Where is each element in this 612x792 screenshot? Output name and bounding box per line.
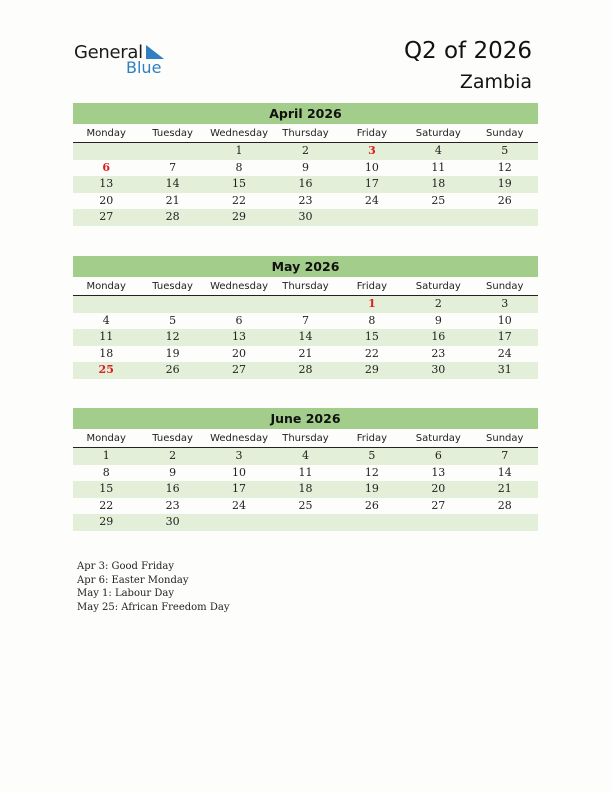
day-cell: 7: [301, 313, 309, 327]
month-title: May 2026: [73, 256, 538, 277]
day-cell: 3: [235, 449, 243, 462]
day-cell: 15: [232, 177, 247, 191]
day-cell: 4: [102, 313, 110, 327]
day-cell: [73, 143, 139, 160]
day-cell: 10: [497, 313, 512, 327]
day-cell: [339, 514, 405, 531]
day-cell: 18: [431, 177, 446, 191]
day-cell: 1: [235, 144, 243, 157]
day-cell: 12: [497, 160, 512, 174]
day-cell: 27: [99, 210, 114, 224]
holiday-day-cell: 6: [102, 160, 111, 174]
day-cell: 27: [232, 363, 247, 377]
day-cell: 24: [497, 346, 512, 360]
day-cell: 22: [364, 346, 379, 360]
day-cell: 4: [301, 449, 309, 462]
day-cell: 13: [99, 177, 114, 191]
day-cell: 23: [431, 346, 446, 360]
day-cell: 24: [364, 193, 379, 207]
day-cell: 30: [298, 210, 313, 224]
day-cell: 11: [99, 330, 114, 344]
day-cell: 1: [102, 449, 110, 462]
day-cell: 22: [99, 498, 114, 512]
weekday-label: Wednesday: [210, 281, 268, 292]
week-row: [73, 296, 538, 313]
week-row: [73, 448, 538, 465]
day-cell: 20: [232, 346, 247, 360]
day-cell: [472, 514, 538, 531]
day-cell: 16: [165, 482, 180, 496]
day-cell: 21: [298, 346, 313, 360]
holiday-note: May 1: Labour Day: [77, 588, 174, 599]
day-cell: 28: [165, 210, 180, 224]
day-cell: 8: [368, 313, 376, 327]
day-cell: 15: [364, 330, 379, 344]
week-row: [73, 465, 538, 482]
day-cell: 22: [232, 193, 247, 207]
day-cell: 17: [497, 330, 512, 344]
weekday-label: Tuesday: [152, 128, 193, 139]
holiday-note: May 25: African Freedom Day: [77, 601, 230, 613]
weekday-header: [73, 277, 538, 296]
day-cell: [73, 296, 139, 313]
day-cell: 30: [431, 363, 446, 377]
day-cell: 9: [301, 160, 309, 174]
week-row: [73, 193, 538, 210]
day-cell: [139, 296, 205, 313]
day-cell: 14: [165, 177, 180, 191]
day-cell: [405, 209, 471, 226]
day-cell: 15: [99, 482, 114, 496]
day-cell: 26: [165, 363, 180, 377]
day-cell: 14: [497, 465, 512, 479]
day-cell: 16: [298, 177, 313, 191]
day-cell: 31: [497, 363, 512, 377]
day-cell: 17: [364, 177, 379, 191]
day-cell: 3: [501, 297, 509, 310]
weekday-header: [73, 429, 538, 448]
day-cell: 19: [364, 482, 379, 496]
day-cell: 18: [99, 346, 114, 360]
holiday-notes: [77, 560, 229, 614]
week-row: [73, 514, 538, 531]
day-cell: 29: [99, 515, 114, 529]
holiday-day-cell: 1: [368, 297, 376, 310]
week-row: [73, 160, 538, 177]
day-cell: 5: [368, 449, 376, 462]
day-cell: 13: [431, 465, 446, 479]
week-row: [73, 362, 538, 379]
week-row: [73, 498, 538, 515]
day-cell: 2: [301, 144, 309, 157]
day-cell: 26: [364, 498, 379, 512]
month-title: April 2026: [73, 103, 538, 124]
day-cell: 8: [102, 465, 110, 479]
day-cell: [339, 209, 405, 226]
weekday-label: Tuesday: [152, 433, 193, 444]
day-cell: 16: [431, 330, 446, 344]
weekday-label: Sunday: [486, 128, 524, 139]
day-cell: [206, 296, 272, 313]
day-cell: 21: [497, 482, 512, 496]
holiday-note: Apr 3: Good Friday: [77, 561, 175, 572]
day-cell: 20: [431, 482, 446, 496]
day-cell: 6: [235, 313, 243, 327]
week-row: [73, 346, 538, 363]
weekday-label: Thursday: [282, 281, 329, 292]
holiday-day-cell: 3: [368, 144, 376, 157]
weekday-label: Wednesday: [210, 433, 268, 444]
weekday-label: Monday: [86, 281, 126, 292]
weekday-label: Saturday: [415, 433, 461, 444]
day-cell: [272, 514, 338, 531]
day-cell: 12: [364, 465, 379, 479]
day-cell: 10: [364, 160, 379, 174]
weekday-label: Saturday: [415, 128, 461, 139]
brand-logo: [74, 42, 174, 78]
day-cell: 21: [165, 193, 180, 207]
day-cell: [405, 514, 471, 531]
day-cell: 5: [501, 144, 509, 157]
calendar-may: [73, 256, 538, 379]
day-cell: 20: [99, 193, 114, 207]
day-cell: 12: [165, 330, 180, 344]
day-cell: 27: [431, 498, 446, 512]
calendar-april: [73, 103, 538, 226]
week-row: [73, 481, 538, 498]
day-cell: 29: [232, 210, 247, 224]
week-row: [73, 143, 538, 160]
week-row: [73, 313, 538, 330]
day-cell: 7: [169, 160, 177, 174]
day-cell: 11: [431, 160, 446, 174]
weekday-label: Sunday: [486, 433, 524, 444]
logo-text-blue: Blue: [126, 58, 162, 77]
day-cell: 9: [434, 313, 442, 327]
weekday-label: Friday: [356, 281, 388, 292]
day-cell: 25: [298, 498, 313, 512]
day-cell: 25: [431, 193, 446, 207]
holiday-day-cell: 25: [98, 363, 114, 377]
day-cell: 4: [434, 144, 442, 157]
weekday-label: Thursday: [282, 128, 329, 139]
weekday-label: Friday: [356, 128, 388, 139]
week-row: [73, 329, 538, 346]
day-cell: 26: [497, 193, 512, 207]
calendar-june: [73, 408, 538, 531]
day-cell: [272, 296, 338, 313]
day-cell: 7: [501, 449, 509, 462]
day-cell: 13: [232, 330, 247, 344]
day-cell: 10: [232, 465, 247, 479]
day-cell: [139, 143, 205, 160]
weekday-label: Tuesday: [152, 281, 193, 292]
page-title: Q2 of 2026: [403, 38, 532, 64]
day-cell: [206, 514, 272, 531]
weekday-label: Friday: [356, 433, 388, 444]
day-cell: 23: [165, 498, 180, 512]
day-cell: 2: [434, 297, 442, 310]
week-row: [73, 209, 538, 226]
day-cell: 6: [434, 449, 442, 462]
day-cell: 19: [497, 177, 512, 191]
day-cell: 28: [497, 498, 512, 512]
weekday-label: Monday: [86, 433, 126, 444]
day-cell: 5: [169, 313, 177, 327]
holiday-note: Apr 6: Easter Monday: [77, 574, 189, 586]
weekday-label: Monday: [86, 128, 126, 139]
day-cell: 17: [232, 482, 247, 496]
day-cell: 23: [298, 193, 313, 207]
logo-text-general: General: [74, 42, 143, 63]
week-row: [73, 176, 538, 193]
day-cell: 14: [298, 330, 313, 344]
day-cell: 9: [169, 465, 177, 479]
day-cell: 2: [169, 449, 177, 462]
month-title: June 2026: [73, 408, 538, 429]
weekday-label: Saturday: [415, 281, 461, 292]
day-cell: 28: [298, 363, 313, 377]
day-cell: 19: [165, 346, 180, 360]
day-cell: 30: [165, 515, 180, 529]
day-cell: 24: [232, 498, 247, 512]
day-cell: [472, 209, 538, 226]
country-name: Zambia: [459, 71, 532, 93]
day-cell: 18: [298, 482, 313, 496]
weekday-label: Thursday: [282, 433, 329, 444]
day-cell: 11: [298, 465, 313, 479]
weekday-header: [73, 124, 538, 143]
day-cell: 29: [364, 363, 379, 377]
day-cell: 8: [235, 160, 243, 174]
weekday-label: Wednesday: [210, 128, 268, 139]
weekday-label: Sunday: [486, 281, 524, 292]
